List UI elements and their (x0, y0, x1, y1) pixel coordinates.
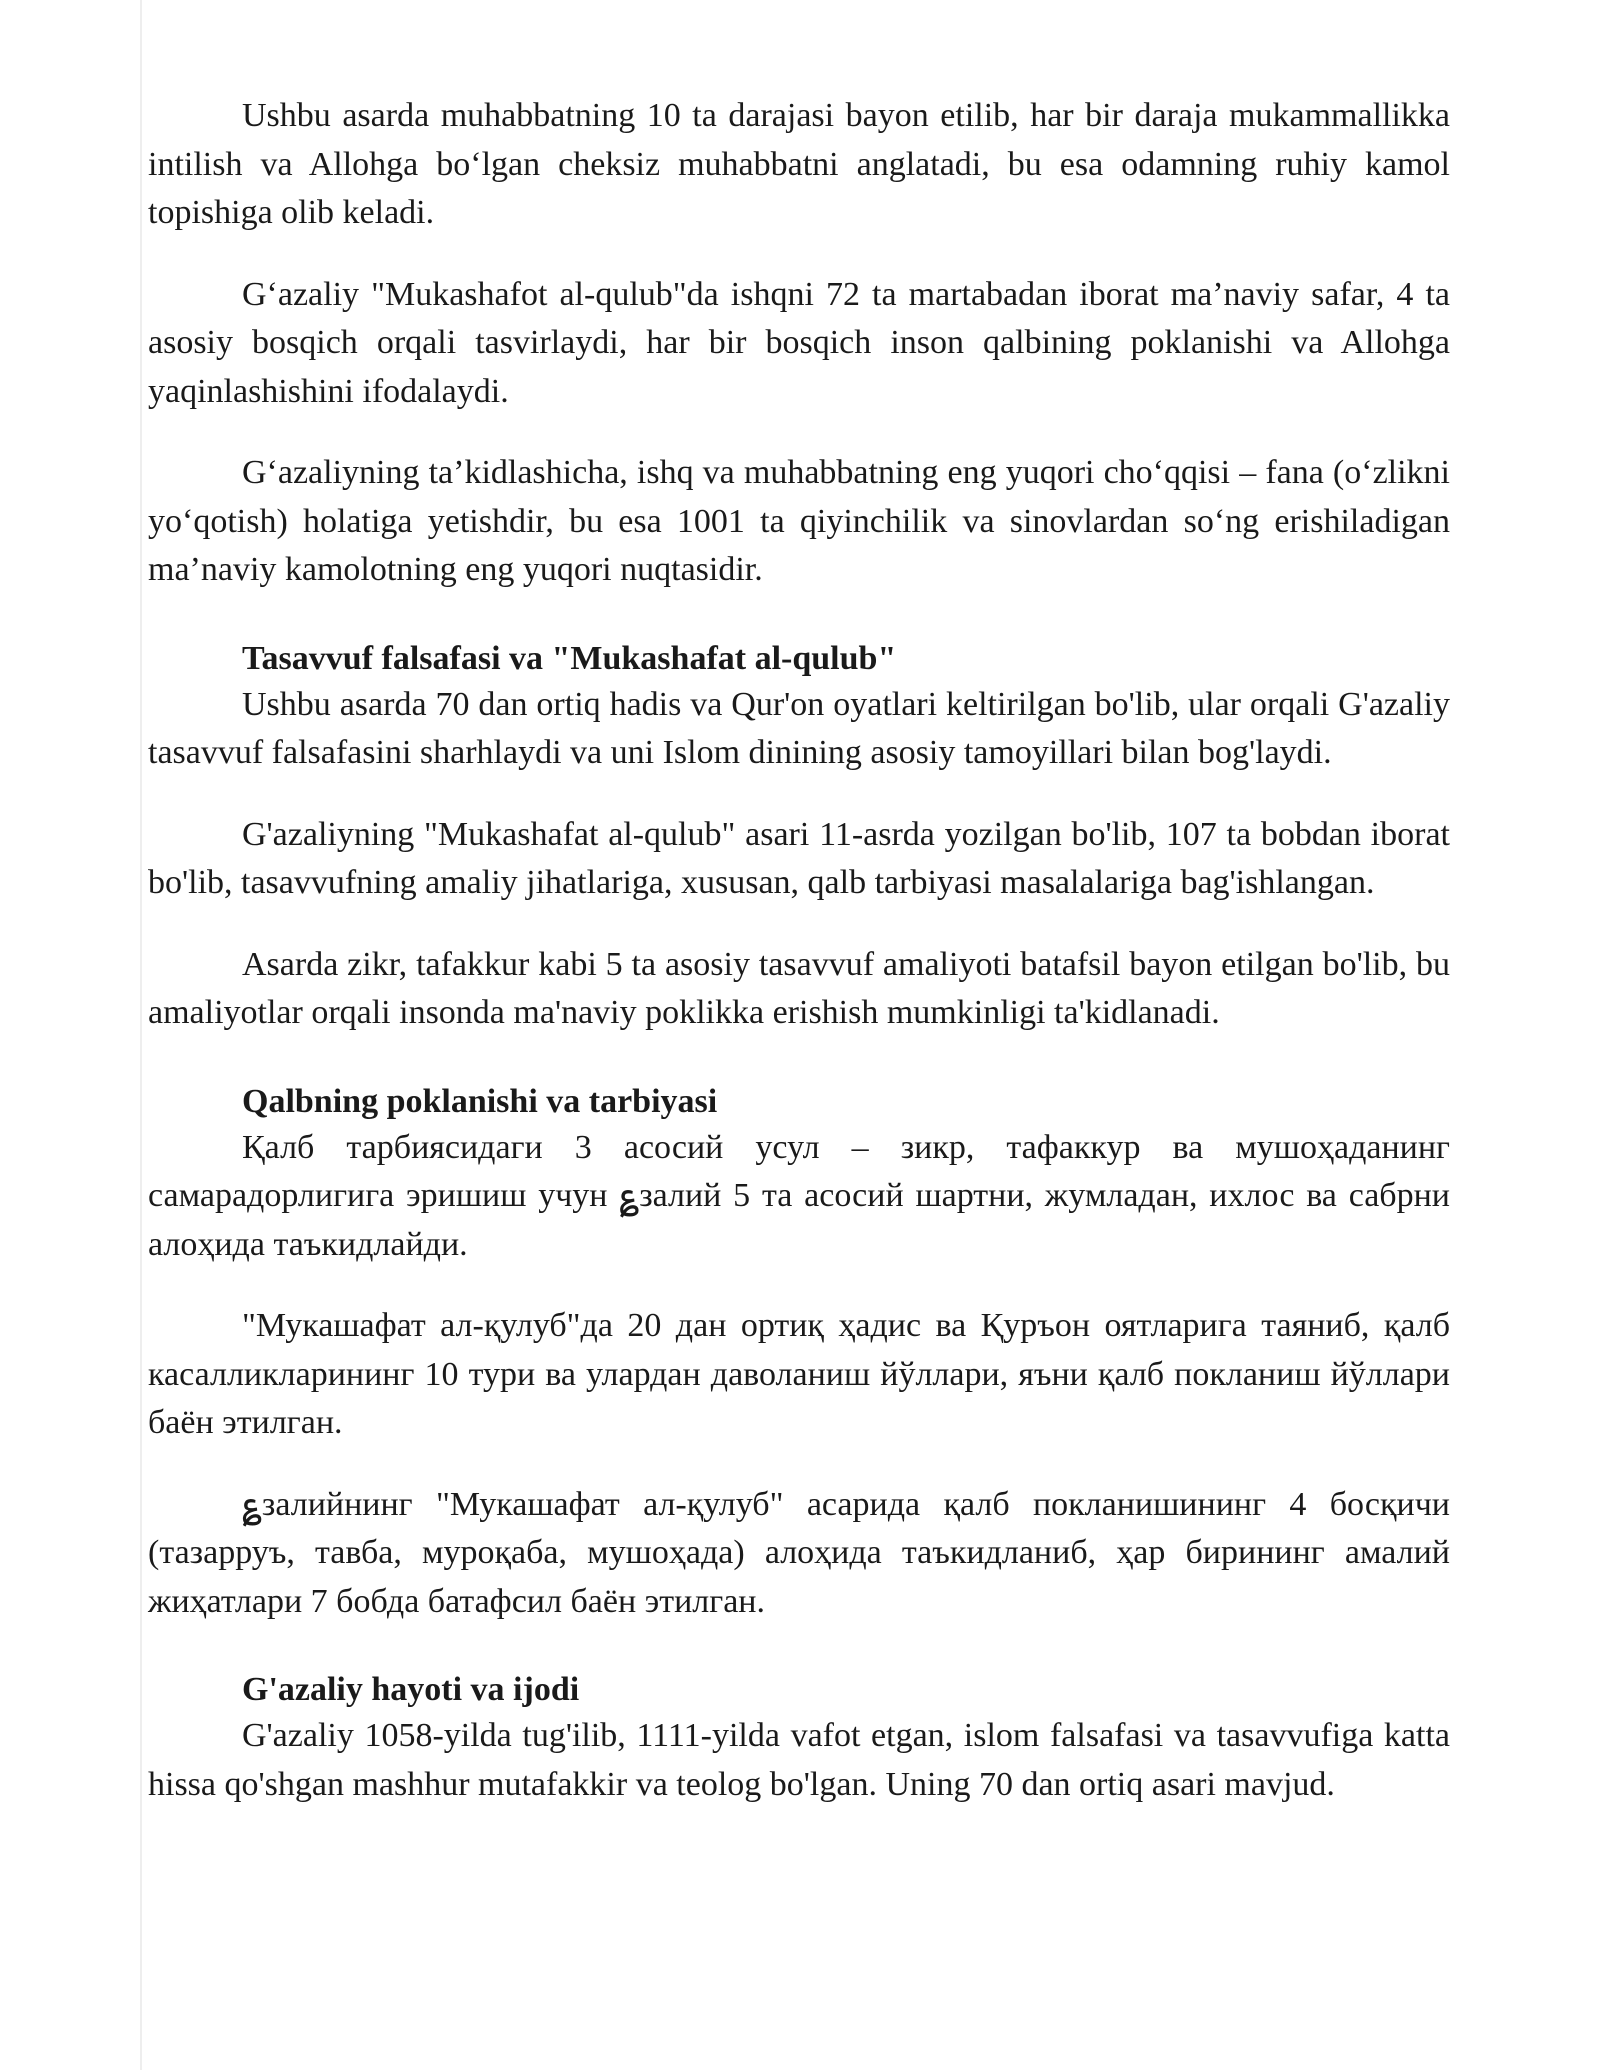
paragraph-heart-methods: Қалб тарбиясидаги 3 асосий усул – зикр, тафаккур ва мушоҳаданинг самарадорлигига эришиш учун ؏залий 5 та асосий шартни, жумладан, ихлос ва сабрни алоҳида таъкидлайди. (148, 1128, 1450, 1263)
paragraph-purification-stages: ؏залийнинг "Мукашафат ал-қулуб" асарида қалб покланишининг 4 босқичи (тазарруъ, тавба, муроқаба, мушоҳада) алоҳида таъкидланиб, ҳар бирининг амалий жиҳатлари 7 бобда батафсил баён этилган. (148, 1485, 1450, 1620)
paragraph-love-degrees: Ushbu asarda muhabbatning 10 ta darajasi bayon etilib, har bir daraja mukammallikka intilish va Allohga bo‘lgan cheksiz muhabbatni anglatadi, bu esa odamning ruhiy kamol topishiga olib keladi. (148, 97, 1450, 231)
document-body (148, 92, 1450, 1809)
paragraph-hadith-verses: Ushbu asarda 70 dan ortiq hadis va Qur'on oyatlari keltirilgan bo'lib, ular orqali G'azaliy tasavvuf falsafasini sharhlaydi va uni Islom dinining asosiy tamoyillari bilan bog'laydi. (148, 685, 1450, 771)
heading-life-and-works: G'azaliy hayoti va ijodi (242, 1671, 580, 1708)
paragraph-fana: G‘azaliyning ta’kidlashicha, ishq va muhabbatning eng yuqori cho‘qqisi – fana (o‘zlikni yo‘qotish) holatiga yetishdir, bu esa 1001 ta qiyinchilik va sinovlardan so‘ng erishiladigan ma’naviy kamolotning eng yuqori nuqtasidir. (148, 454, 1450, 588)
paragraph-love-stages: G‘azaliy "Mukashafot al-qulub"da ishqni 72 ta martabadan iborat ma’naviy safar, 4 ta asosiy bosqich orqali tasvirlaydi, har bir bosqich inson qalbining poklanishi va Allohga yaqinlashishini ifodalaydi. (148, 275, 1450, 410)
heading-tasavvuf-philosophy: Tasavvuf falsafasi va "Mukashafat al-qulub" (242, 639, 897, 677)
paragraph-biography: G'azaliy 1058-yilda tug'ilib, 1111-yilda vafot etgan, islom falsafasi va tasavvufiga katta hissa qo'shgan mashhur mutafakkir va teolog bo'lgan. Uning 70 dan ortiq asari mavjud. (148, 1717, 1450, 1803)
page-edge-shadow (140, 0, 142, 2070)
paragraph-heart-diseases: "Мукашафат ал-қулуб"да 20 дан ортиқ ҳадис ва Қуръон оятларига таяниб, қалб касалликларининг 10 тури ва улардан даволаниш йўллари, яъни қалб покланиш йўллари баён этилган. (148, 1307, 1450, 1441)
heading-heart-purification: Qalbning poklanishi va tarbiyasi (242, 1082, 718, 1120)
paragraph-work-chapters: G'azaliyning "Mukashafat al-qulub" asari 11-asrda yozilgan bo'lib, 107 ta bobdan iborat bo'lib, tasavvufning amaliy jihatlariga, xususan, qalb tarbiyasi masalalariga bag'ishlangan. (148, 815, 1450, 901)
paragraph-practices: Asarda zikr, tafakkur kabi 5 ta asosiy tasavvuf amaliyoti batafsil bayon etilgan bo'lib, bu amaliyotlar orqali insonda ma'naviy poklikka erishish mumkinligi ta'kidlanadi. (148, 945, 1450, 1031)
